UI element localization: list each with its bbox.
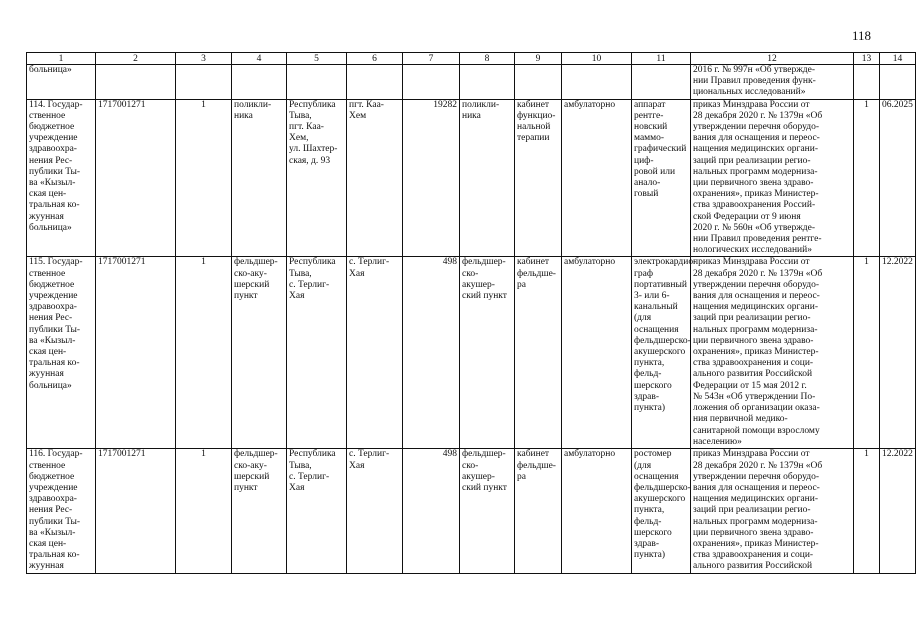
table-row [27,99,916,257]
column-number-row [27,53,916,65]
cell-unit-type [232,65,287,100]
cell-organization: больница» [27,65,96,100]
column-number: 12 [691,53,854,65]
cell-organization: 114. Государ- ственное бюджетное учреждение здравоохра- нения Рес- публики Ты- ва «Кызыл- ская цен- тральная ко- жуунная больница» [27,99,96,257]
cell-settlement: с. Терлиг- Хая [347,257,403,449]
cell-address: Республика Тыва, пгт. Каа- Хем, ул. Шахтер- ская, д. 93 [287,99,347,257]
cell-date [880,65,916,100]
column-number: 7 [403,53,460,65]
cell-inn: 1717001271 [96,449,176,573]
cell-population: 498 [403,257,460,449]
cell-unit-type: фельдшер- ско-аку- шерский пункт [232,257,287,449]
cell-inn: 1717001271 [96,99,176,257]
cell-settlement: пгт. Каа- Хем [347,99,403,257]
cell-unit-type: фельдшер- ско-аку- шерский пункт [232,449,287,573]
cell-care-mode: амбулаторно [562,99,632,257]
table-row [27,65,916,100]
cell-care-mode [562,65,632,100]
cell-count: 1 [176,99,232,257]
cell-legal-basis: 2016 г. № 997н «Об утвержде- нии Правил проведения функ- циональных исследований» [691,65,854,100]
cell-address: Республика Тыва, с. Терлиг- Хая [287,449,347,573]
column-number: 9 [515,53,562,65]
column-number: 3 [176,53,232,65]
cell-address: Республика Тыва, с. Терлиг- Хая [287,257,347,449]
table-row [27,257,916,449]
column-number: 13 [854,53,880,65]
cell-legal-basis: приказ Минздрава России от 28 декабря 2020 г. № 1379н «Об утверждении перечня оборудо- вания для оснащения и переос- нащения медицинских органи- заций при реализации регио- нальных программ модерниза- ции первичного звена здраво- охранения», приказ Министер- ства здравоохранения и соци- ального развития Российской Федерации от 15 мая 2012 г. № 543н «Об утверждении По- ложения об организации оказа- ния первичной медико- санитарной помощи взрослому населению» [691,257,854,449]
column-number: 11 [632,53,691,65]
column-number: 14 [880,53,916,65]
column-number: 1 [27,53,96,65]
cell-count: 1 [176,449,232,573]
cell-quantity: 1 [854,257,880,449]
column-number: 6 [347,53,403,65]
cell-date: 06.2025 [880,99,916,257]
cell-legal-basis: приказ Минздрава России от 28 декабря 2020 г. № 1379н «Об утверждении перечня оборудо- вания для оснащения и переос- нащения медицинских органи- заций при реализации регио- нальных программ модерниза- ции первичного звена здраво- охранения», приказ Министер- ства здравоохранения и соци- ального развития Российской [691,449,854,573]
cell-address [287,65,347,100]
cell-inn [96,65,176,100]
cell-population: 19282 [403,99,460,257]
cell-care-mode: амбулаторно [562,449,632,573]
column-number: 8 [460,53,515,65]
cell-unit: фельдшер- ско- акушер- ский пункт [460,257,515,449]
cell-room [515,65,562,100]
table-row [27,449,916,573]
cell-equipment: электрокардио- граф портативный 3- или 6- канальный (для оснащения фельдшерско- акушерского пункта, фельд- шерского здрав- пункта) [632,257,691,449]
cell-room: кабинет функцио- нальной терапии [515,99,562,257]
cell-organization: 115. Государ- ственное бюджетное учреждение здравоохра- нения Рес- публики Ты- ва «Кызыл- ская цен- тральная ко- жуунная больница» [27,257,96,449]
cell-inn: 1717001271 [96,257,176,449]
cell-unit-type: поликли- ника [232,99,287,257]
cell-date: 12.2022 [880,449,916,573]
cell-room: кабинет фельдше- ра [515,449,562,573]
cell-care-mode: амбулаторно [562,257,632,449]
cell-unit [460,65,515,100]
cell-date: 12.2022 [880,257,916,449]
register-table [26,52,916,574]
cell-quantity: 1 [854,449,880,573]
page-number: 118 [852,28,872,43]
cell-unit: фельдшер- ско- акушер- ский пункт [460,449,515,573]
cell-count: 1 [176,257,232,449]
cell-population [403,65,460,100]
cell-equipment [632,65,691,100]
cell-quantity: 1 [854,99,880,257]
cell-room: кабинет фельдше- ра [515,257,562,449]
column-number: 10 [562,53,632,65]
column-number: 2 [96,53,176,65]
cell-equipment: аппарат рентге- новский маммо- графический циф- ровой или анало- говый [632,99,691,257]
column-number: 5 [287,53,347,65]
cell-settlement [347,65,403,100]
cell-settlement: с. Терлиг- Хая [347,449,403,573]
cell-unit: поликли- ника [460,99,515,257]
cell-organization: 116. Государ- ственное бюджетное учреждение здравоохра- нения Рес- публики Ты- ва «Кызыл- ская цен- тральная ко- жуунная [27,449,96,573]
cell-population: 498 [403,449,460,573]
column-number: 4 [232,53,287,65]
cell-equipment: ростомер (для оснащения фельдшерско- акушерского пункта, фельд- шерского здрав- пункта) [632,449,691,573]
cell-count [176,65,232,100]
cell-quantity [854,65,880,100]
cell-legal-basis: приказ Минздрава России от 28 декабря 2020 г. № 1379н «Об утверждении перечня оборудо- вания для оснащения и переос- нащения медицинских органи- заций при реализации регио- нальных программ модерниза- ции первичного звена здраво- охранения», приказ Министер- ства здравоохранения Россий- ской Федерации от 9 июня 2020 г. № 560н «Об утвержде- нии Правил проведения рентге- нологических исследований» [691,99,854,257]
